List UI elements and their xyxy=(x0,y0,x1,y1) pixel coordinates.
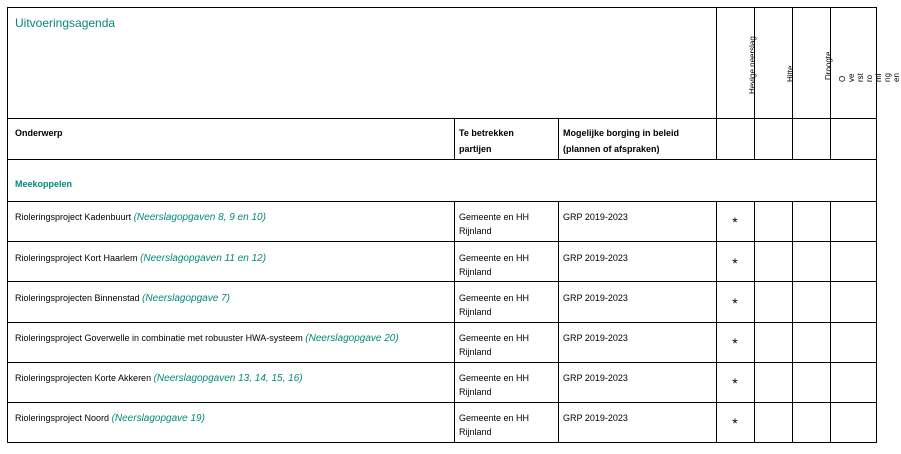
row-topic: Rioleringsproject Kort Haarlem (Neerslagopgaven 11 en 12) xyxy=(15,253,267,264)
col-divider xyxy=(454,201,455,443)
table-border-top xyxy=(7,7,877,8)
row-topic: Rioleringsproject Goverwelle in combinatie met robuuster HWA-systeem (Neerslagopgave 20) xyxy=(15,333,399,344)
col-divider xyxy=(716,7,717,160)
row-topic: Rioleringsprojecten Korte Akkeren (Neerslagopgaven 13, 14, 15, 16) xyxy=(15,373,303,384)
row-parties: Gemeente en HH Rijnland xyxy=(459,333,530,357)
row-parties: Gemeente en HH Rijnland xyxy=(459,293,530,317)
row-reference: (Neerslagopgave 19) xyxy=(111,413,205,424)
row-mark: * xyxy=(732,375,738,391)
row-divider xyxy=(7,402,877,403)
row-parties: Gemeente en HH Rijnland xyxy=(459,212,530,236)
row-topic: Rioleringsprojecten Binnenstad (Neerslagopgave 7) xyxy=(15,293,230,304)
row-policy: GRP 2019-2023 xyxy=(563,373,628,383)
row-reference: (Neerslagopgaven 13, 14, 15, 16) xyxy=(153,373,303,384)
row-mark: * xyxy=(732,335,738,351)
table-border-left xyxy=(7,7,8,443)
row-parties: Gemeente en HH Rijnland xyxy=(459,413,530,437)
row-policy: GRP 2019-2023 xyxy=(563,333,628,343)
header-parties: Te betrekken partijen xyxy=(459,128,514,154)
row-divider xyxy=(7,322,877,323)
col-divider xyxy=(558,118,559,160)
col-divider xyxy=(792,201,793,443)
row-divider xyxy=(7,362,877,363)
risk-label-drought: Droogte xyxy=(824,51,833,80)
header-policy: Mogelijke borging in beleid (plannen of afspraken) xyxy=(563,128,680,154)
header-topic: Onderwerp xyxy=(15,128,63,138)
row-mark: * xyxy=(732,214,738,230)
row-divider xyxy=(7,241,877,242)
col-divider xyxy=(454,118,455,160)
row-policy: GRP 2019-2023 xyxy=(563,253,628,263)
row-reference: (Neerslagopgaven 8, 9 en 10) xyxy=(133,212,266,223)
row-divider xyxy=(7,281,877,282)
col-divider xyxy=(792,7,793,160)
section-title: Meekoppelen xyxy=(15,179,73,189)
risk-label-heavy-rain: Hevige neerslag xyxy=(748,36,757,94)
row-parties: Gemeente en HH Rijnland xyxy=(459,373,530,397)
page-title: Uitvoeringsagenda xyxy=(15,16,116,30)
row-reference: (Neerslagopgave 20) xyxy=(305,333,399,344)
row-mark: * xyxy=(732,295,738,311)
col-divider xyxy=(558,201,559,443)
risk-label-heat: Hitte xyxy=(786,65,795,82)
col-divider xyxy=(830,201,831,443)
col-divider xyxy=(716,201,717,443)
row-divider xyxy=(7,201,877,202)
col-divider xyxy=(830,7,831,160)
table-border-bottom xyxy=(7,442,877,443)
col-divider xyxy=(754,201,755,443)
row-policy: GRP 2019-2023 xyxy=(563,413,628,423)
risk-label-flooding: Overstromingen xyxy=(838,73,901,82)
row-topic: Rioleringsproject Noord (Neerslagopgave 19) xyxy=(15,413,205,424)
row-divider xyxy=(7,159,877,160)
row-divider xyxy=(7,118,877,119)
row-mark: * xyxy=(732,255,738,271)
row-topic: Rioleringsproject Kadenbuurt (Neerslagopgaven 8, 9 en 10) xyxy=(15,212,266,223)
row-mark: * xyxy=(732,415,738,431)
row-policy: GRP 2019-2023 xyxy=(563,212,628,222)
row-parties: Gemeente en HH Rijnland xyxy=(459,253,530,277)
row-policy: GRP 2019-2023 xyxy=(563,293,628,303)
row-reference: (Neerslagopgave 7) xyxy=(142,293,230,304)
row-reference: (Neerslagopgaven 11 en 12) xyxy=(140,253,267,264)
